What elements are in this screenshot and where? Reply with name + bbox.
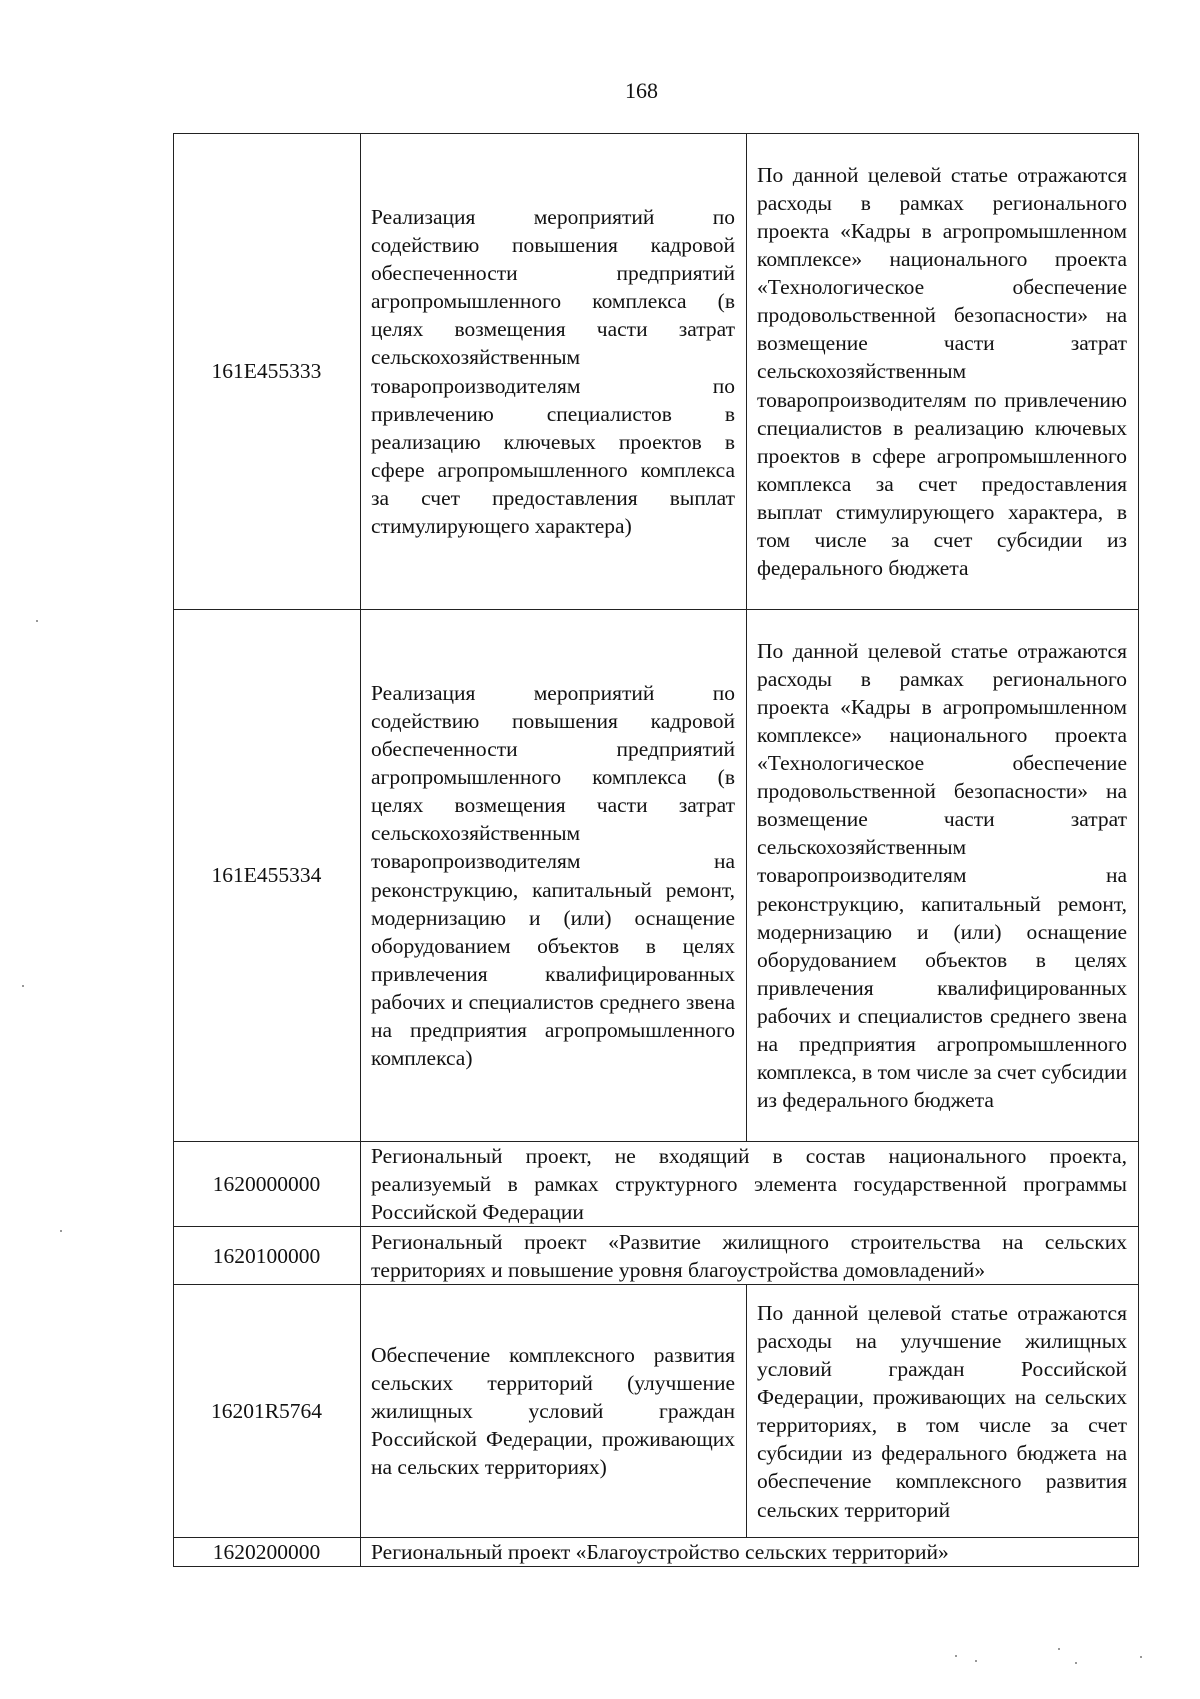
row-code: 1620000000 bbox=[174, 1142, 361, 1227]
page-number: 168 bbox=[625, 78, 658, 103]
row-code: 1620100000 bbox=[174, 1227, 361, 1285]
row-merged-text: Региональный проект «Благоустройство сельских территорий» bbox=[361, 1538, 1139, 1567]
row-description: По данной целевой статье отражаются расходы в рамках регионального проекта «Кадры в агропромышленном комплексе» национального проекта «Технологическое обеспечение продовольственной безопасности» на возмещение части затрат сельскохозяйственным товаропроизводителям на реконструкцию, капитальный ремонт, модернизацию и (или) оснащение оборудованием объектов в целях привлечения квалифицированных рабочих и специалистов среднего звена на предприятия агропромышленного комплекса, в том числе за счет субсидии из федерального бюджета bbox=[747, 610, 1139, 1142]
row-merged-text: Региональный проект «Развитие жилищного строительства на сельских территориях и повышение уровня благоустройства домовладений» bbox=[361, 1227, 1139, 1285]
row-description: По данной целевой статье отражаются расходы на улучшение жилищных условий граждан Российской Федерации, проживающих на сельских территориях, в том числе за счет субсидии из федерального бюджета на обеспечение комплексного развития сельских территорий bbox=[747, 1285, 1139, 1538]
row-description: По данной целевой статье отражаются расходы в рамках регионального проекта «Кадры в агропромышленном комплексе» национального проекта «Технологическое обеспечение продовольственной безопасности» на возмещение части затрат сельскохозяйственным товаропроизводителям по привлечению специалистов в реализацию ключевых проектов в сфере агропромышленного комплекса за счет предоставления выплат стимулирующего характера, в том числе за счет субсидии из федерального бюджета bbox=[747, 134, 1139, 610]
row-code: 1620200000 bbox=[174, 1538, 361, 1567]
scan-speck bbox=[22, 985, 24, 987]
scan-speck bbox=[1058, 1648, 1060, 1650]
row-merged-text: Региональный проект, не входящий в состав национального проекта, реализуемый в рамках структурного элемента государственной программы Российской Федерации bbox=[361, 1142, 1139, 1227]
row-code: 16201R5764 bbox=[174, 1285, 361, 1538]
table-row bbox=[174, 1285, 1139, 1538]
scan-speck bbox=[1075, 1662, 1077, 1664]
target-articles-table bbox=[173, 133, 1139, 1567]
scan-speck bbox=[955, 1655, 957, 1657]
table-row bbox=[174, 1538, 1139, 1567]
scan-speck bbox=[1140, 1656, 1142, 1658]
scan-speck bbox=[36, 620, 38, 622]
row-name: Обеспечение комплексного развития сельских территорий (улучшение жилищных условий граждан Российской Федерации, проживающих на сельских территориях) bbox=[361, 1285, 747, 1538]
row-code: 161E455334 bbox=[174, 610, 361, 1142]
table-row bbox=[174, 1142, 1139, 1227]
row-name: Реализация мероприятий по содействию повышения кадровой обеспеченности предприятий агропромышленного комплекса (в целях возмещения части затрат сельскохозяйственным товаропроизводителям по привлечению специалистов в реализацию ключевых проектов в сфере агропромышленного комплекса за счет предоставления выплат стимулирующего характера) bbox=[361, 134, 747, 610]
scan-speck bbox=[60, 1230, 62, 1232]
table-row bbox=[174, 134, 1139, 610]
table-row bbox=[174, 610, 1139, 1142]
scan-speck bbox=[975, 1660, 977, 1662]
row-name: Реализация мероприятий по содействию повышения кадровой обеспеченности предприятий агропромышленного комплекса (в целях возмещения части затрат сельскохозяйственным товаропроизводителям на реконструкцию, капитальный ремонт, модернизацию и (или) оснащение оборудованием объектов в целях привлечения квалифицированных рабочих и специалистов среднего звена на предприятия агропромышленного комплекса) bbox=[361, 610, 747, 1142]
row-code: 161E455333 bbox=[174, 134, 361, 610]
table-row bbox=[174, 1227, 1139, 1285]
